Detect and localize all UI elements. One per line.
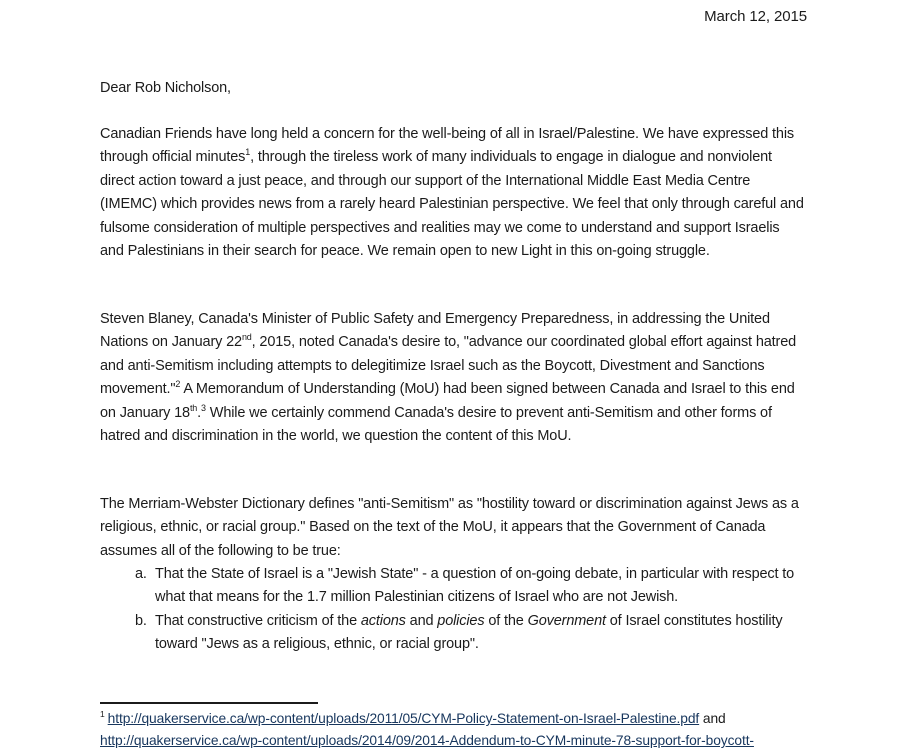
text-run: While we certainly commend Canada's desire to prevent anti-Semitism and other forms of hatred and discrimination in the world, we question the content of this MoU.: [100, 404, 772, 445]
superscript-note-ref: nd: [241, 332, 252, 343]
text-run: A Memorandum of Understanding (MoU) had been signed between Canada and Israel to this end on January 18: [100, 381, 795, 421]
footnote-link[interactable]: http://quakerservice.ca/wp-content/uploads/2011/05/CYM-Policy-Statement-on-Israel-Palestine.pdf: [107, 711, 700, 726]
salutation: Dear Rob Nicholson,: [100, 80, 231, 96]
list-item-a-text: [155, 563, 806, 610]
list-item-b: [135, 610, 806, 657]
text-run: of the: [484, 612, 528, 629]
text-run: Steven Blaney, Canada's Minister of Public Safety and Emergency Preparedness, in addressing the United Nations on January 22: [100, 311, 770, 351]
paragraph-blaney-mou: [100, 308, 806, 448]
assumptions-list: [135, 563, 806, 657]
footnote-separator: [100, 702, 318, 704]
text-run: and: [699, 711, 726, 726]
list-item-b-text: [155, 610, 806, 657]
superscript-note-ref: th: [189, 402, 198, 413]
italic-text: Government: [527, 612, 606, 629]
italic-text: policies: [437, 612, 485, 629]
list-marker-a: a.: [135, 566, 147, 582]
footnote-1-marker: 1: [100, 709, 105, 720]
paragraph-friends-concern: [100, 123, 806, 263]
footnote-1-body: [100, 711, 754, 748]
text-run: , 2015, noted Canada's desire to, "advance our coordinated global effort against hatred and anti-Semitism including attempts to delegitimize Israel such as the Boycott, Divestment and Sanctions movement.": [100, 334, 797, 398]
superscript-note-ref: 3: [201, 402, 206, 413]
list-marker-b: b.: [135, 612, 147, 629]
text-run: That constructive criticism of the: [155, 612, 361, 629]
text-run: and: [405, 612, 438, 629]
footnote-1: [100, 708, 806, 753]
paragraph-dictionary-definition: [100, 493, 806, 563]
superscript-note-ref: 1: [245, 147, 251, 158]
list-item-a: [135, 563, 806, 610]
italic-text: actions: [360, 612, 406, 629]
text-run: of Israel constitutes hostility toward "Jews as a religious, ethnic, or racial group".: [155, 612, 783, 653]
footnote-link[interactable]: http://quakerservice.ca/wp-content/uploads/2014/09/2014-Addendum-to-CYM-minute-78-support-for-boycott-: [100, 733, 754, 749]
superscript-note-ref: 2: [175, 379, 181, 390]
letter-date: March 12, 2015: [704, 8, 807, 25]
footnotes-section: [100, 702, 806, 753]
text-run: Canadian Friends have long held a concern for the well-being of all in Israel/Palestine. We have expressed this through official minutes: [100, 126, 794, 166]
text-run: .: [197, 404, 202, 421]
text-run: The Merriam-Webster Dictionary defines "anti-Semitism" as "hostility toward or discrimination against Jews as a religious, ethnic, or racial group." Based on the text of the MoU, it appears that the Government of Canada assumes all of the following to be true:: [100, 496, 799, 559]
text-run: , through the tireless work of many individuals to engage in dialogue and nonviolent direct action toward a just peace, and through our support of the International Middle East Media Centre (IMEMC) which provides news from a rarely heard Palestinian perspective. We feel that only through careful and fulsome consideration of multiple perspectives and realities may we come to understand and support Israelis and Palestinians in their search for peace. We remain open to new Light in this on-going struggle.: [100, 149, 804, 260]
text-run: That the State of Israel is a "Jewish State" - a question of on-going debate, in particular with respect to what that means for the 1.7 million Palestinian citizens of Israel who are not Jewish.: [155, 566, 795, 606]
